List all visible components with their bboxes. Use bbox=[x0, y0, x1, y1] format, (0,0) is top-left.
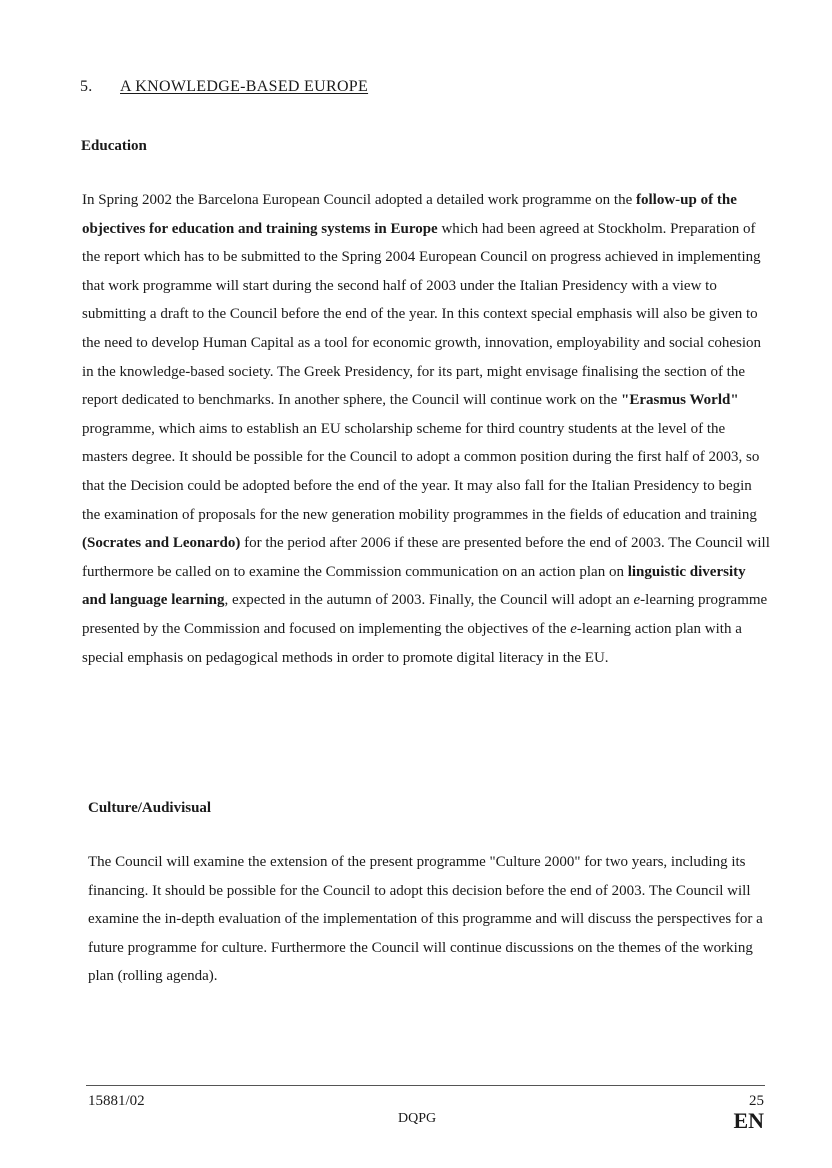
education-heading: Education bbox=[81, 138, 147, 154]
footer-language-code: EN bbox=[733, 1108, 764, 1133]
culture-paragraph: The Council will examine the extension of the present programme "Culture 2000" for two years, including its financing. It should be possible for the Council to adopt this decision before the end of 2003. The Council will examine the in-depth evaluation of the implementation of this programme and will discuss the perspectives for a future programme for culture. Furthermore the Council will continue discussions on the themes of the working plan (rolling agenda). bbox=[88, 854, 763, 985]
education-paragraph: In Spring 2002 the Barcelona European Council adopted a detailed work programme on the follow-up of the objectives for education and training systems in Europe which had been agreed at Stockholm. Preparation of the report which has to be submitted to the Spring 2004 European Council on progress achieved in implementing that work programme will start during the second half of 2003 under the Italian Presidency with a view to submitting a draft to the Council before the end of the year. In this context special emphasis will also be given to the need to develop Human Capital as a tool for economic growth, innovation, employability and social cohesion in the knowledge-based society. The Greek Presidency, for its part, might envisage finalising the section of the report dedicated to benchmarks. In another sphere, the Council will continue work on the "Erasmus World" programme, which aims to establish an EU scholarship scheme for third country students at the level of the masters degree. It should be possible for the Council to adopt a common position during the first half of 2003, so that the Decision could be adopted before the end of the year. It may also fall for the Italian Presidency to begin the examination of proposals for the new generation mobility programmes in the fields of education and training (Socrates and Leonardo) for the period after 2006 if these are presented before the end of 2003. The Council will furthermore be called on to examine the Commission communication on an action plan on linguistic diversity and language learning, expected in the autumn of 2003. Finally, the Council will adopt an e-learning programme presented by the Commission and focused on implementing the objectives of the e-learning action plan with a special emphasis on pedagogical methods in order to promote digital literacy in the EU. bbox=[82, 192, 770, 666]
section-heading bbox=[80, 78, 368, 96]
footer-page-number: 25 bbox=[749, 1093, 764, 1109]
emphasis-linguistic-diversity: linguistic diversity and language learning bbox=[82, 563, 746, 609]
emphasis-socrates-leonardo: (Socrates and Leonardo) bbox=[82, 535, 241, 552]
footer-document-reference: 15881/02 bbox=[88, 1093, 145, 1109]
section-number: 5. bbox=[80, 78, 93, 95]
footer-department-code: DQPG bbox=[398, 1111, 437, 1126]
footer-divider bbox=[86, 1085, 765, 1086]
culture-heading: Culture/Audivisual bbox=[88, 800, 212, 816]
emphasis-erasmus-world: "Erasmus World" bbox=[621, 392, 739, 409]
section-title: A KNOWLEDGE-BASED EUROPE bbox=[120, 78, 369, 95]
emphasis-follow-up: follow-up of the objectives for education and training systems in Europe bbox=[82, 192, 737, 237]
